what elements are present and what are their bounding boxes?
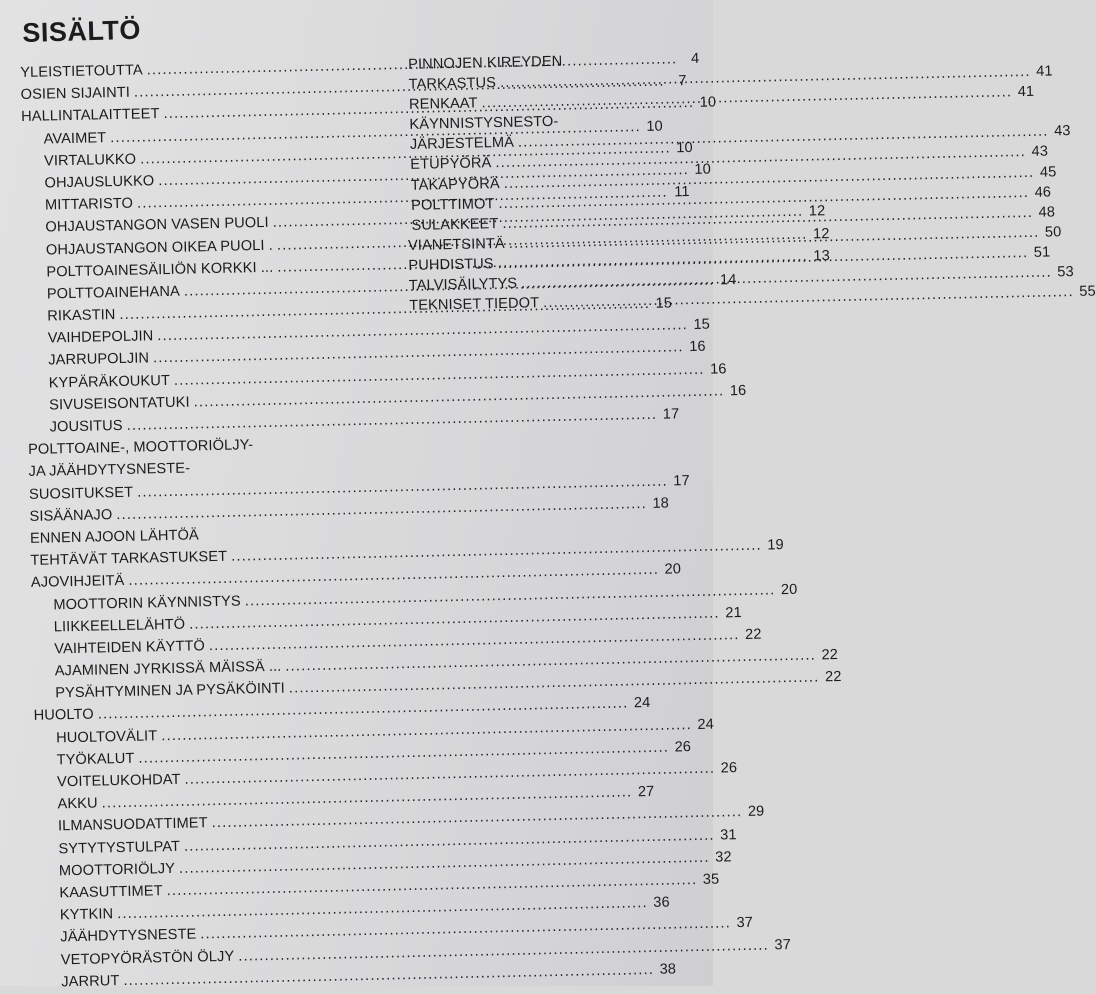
toc-entry-page-number: 10 — [699, 94, 717, 112]
toc-entry-page-number: 21 — [725, 604, 742, 622]
toc-entry-label: PUHDISTUS — [408, 256, 494, 274]
toc-entry-page-number: 16 — [689, 339, 706, 356]
toc-entry-page-number: 51 — [1033, 244, 1051, 261]
toc-entry-label: KAASUTTIMET — [59, 883, 163, 902]
dot-leader — [203, 521, 344, 546]
toc-entry-label: VIRTALUKKO — [43, 151, 137, 170]
toc-entry-page-number: 35 — [702, 871, 720, 888]
toc-entry-page-number: 32 — [715, 849, 732, 866]
toc-entry-label: MOOTTORIÖLJY — [58, 860, 176, 880]
toc-entry-page-number: 55 — [1079, 283, 1096, 301]
toc-entry-label: JA JÄÄHDYTYSNESTE- — [28, 460, 191, 481]
toc-entry-label: POLTTOAINESÄILIÖN KORKKI ... — [46, 259, 274, 281]
toc-entry-label: JOUSITUS — [49, 417, 123, 436]
toc-entry-label: SUOSITUKSET — [28, 484, 134, 503]
toc-entry-page-number: 10 — [694, 161, 712, 178]
toc-entry-page-number — [699, 109, 717, 129]
toc-entry-label: VAIHTEIDEN KÄYTTÖ — [54, 638, 206, 658]
toc-entry-page-number: 10 — [676, 139, 693, 157]
toc-entry-label: YLEISTIETOUTTA — [20, 62, 143, 81]
toc-entry-label: POLTTIMOT — [410, 195, 495, 214]
toc-entry-page-number: 41 — [1017, 83, 1035, 101]
toc-entry-page-number: 41 — [1036, 63, 1053, 80]
toc-entry-page-number: 13 — [813, 247, 831, 265]
toc-entry-label: AJAMINEN JYRKISSÄ MÄISSÄ ... — [54, 658, 282, 680]
toc-entry-page-number — [347, 521, 365, 544]
toc-entry-label: JÄÄHDYTYSNESTE — [60, 926, 197, 946]
toc-entry-label: RENKAAT — [408, 95, 478, 114]
toc-entry-label: PINNOJEN KIREYDEN — [408, 53, 563, 73]
toc-entry-page-number: 24 — [633, 695, 651, 712]
toc-entry-page-number: 53 — [1057, 264, 1074, 281]
toc-entry-label: AKKU — [57, 795, 98, 813]
toc-entry-label: VETOPYÖRÄSTÖN ÖLJY — [60, 948, 235, 968]
toc-entry-page-number: 12 — [812, 225, 830, 242]
toc-entry-label: SULAKKEET — [411, 215, 499, 234]
toc-entry-page-number: 37 — [774, 936, 792, 953]
toc-entry-label: AJOVIHJEITÄ — [30, 573, 125, 592]
toc-entry-page-number: 43 — [1031, 144, 1049, 161]
toc-entry-label: OHJAUSLUKKO — [44, 173, 155, 192]
toc-entry-page-number: 7 — [678, 73, 687, 90]
toc-entry-page-number: 26 — [720, 760, 738, 777]
toc-entry-label: TALVISÄILYTYS — [408, 275, 518, 294]
toc-entry-label: KÄYNNISTYSNESTO- — [409, 114, 559, 134]
toc-entry-page-number: 27 — [637, 784, 655, 801]
toc-entry-page-number — [698, 48, 716, 68]
toc-entry-label: OHJAUSTANGON OIKEA PUOLI . — [45, 237, 274, 258]
toc-entry-page-number: 38 — [659, 961, 677, 978]
dot-leader — [562, 109, 695, 132]
toc-entry-label: VIANETSINTÄ — [407, 235, 505, 254]
toc-entry-label: ILMANSUODATTIMET — [57, 815, 208, 835]
toc-entry-page-number: 37 — [736, 915, 754, 932]
toc-entry-page-number: 4 — [690, 50, 700, 67]
toc-entry-page-number: 29 — [747, 803, 765, 821]
toc-entry-label: HALLINTALAITTEET — [20, 106, 160, 126]
toc-entry-page-number: 16 — [709, 360, 727, 378]
toc-entry-page-number: 10 — [646, 118, 663, 135]
toc-entry-label: TEKNISET TIEDOT — [409, 295, 540, 315]
toc-entry-label: TYÖKALUT — [56, 750, 135, 769]
toc-entry-label: SYTYTYSTULPAT — [58, 838, 181, 857]
toc-entry-label: TARKASTUS — [408, 75, 497, 94]
toc-entry-page-number: 20 — [780, 581, 798, 598]
toc-entry-label: TEHTÄVÄT TARKASTUKSET — [30, 548, 228, 570]
toc-entry-label: JARRUPOLJIN — [48, 350, 150, 369]
toc-entry-page-number: 11 — [674, 184, 690, 201]
toc-entry-page-number: 45 — [1039, 163, 1057, 181]
page-title: SISÄLTÖ — [22, 14, 142, 48]
toc-entry-label: JÄRJESTELMÄ — [409, 135, 515, 154]
toc-entry-label: OHJAUSTANGON VASEN PUOLI — [45, 215, 269, 236]
toc-entry-label: HUOLTO — [33, 707, 94, 725]
toc-entry-page-number: 22 — [821, 647, 839, 664]
dot-leader — [194, 455, 342, 480]
toc-entry-label: AVAIMET — [43, 129, 107, 148]
toc-entry-page-number: 19 — [767, 537, 784, 554]
toc-entry-page-number: 17 — [673, 472, 690, 489]
toc-entry-page-number: 15 — [693, 316, 711, 334]
toc-entry-label: LIIKKEELLELÄHTÖ — [53, 616, 186, 636]
toc-entry-page-number: 43 — [1053, 123, 1071, 140]
toc-entry-label: ETUPYÖRÄ — [410, 155, 492, 174]
toc-entry-label: ENNEN AJOON LÄHTÖÄ — [29, 527, 199, 547]
toc-entry-label: POLTTOAINEHANA — [46, 283, 181, 303]
toc-entry-label: MOOTTORIN KÄYNNISTYS — [53, 592, 241, 613]
toc-entry-label: TAKAPYÖRÄ — [410, 175, 500, 194]
toc-entry-label: RIKASTIN — [47, 307, 116, 325]
toc-entry-label: KYPÄRÄKOUKUT — [48, 372, 171, 392]
toc-entry-page-number — [345, 432, 363, 455]
toc-entry-page-number: 46 — [1034, 184, 1052, 201]
toc-entry-page-number — [345, 454, 363, 477]
toc-entry-page-number: 22 — [824, 669, 842, 686]
toc-entry-label: VAIHDEPOLJIN — [47, 328, 154, 347]
toc-entry-page-number: 31 — [720, 826, 737, 844]
toc-entry-label: JARRUT — [61, 972, 120, 991]
toc-entry-page-number: 36 — [653, 894, 670, 912]
toc-entry-page-number: 20 — [664, 561, 682, 578]
toc-entry-label: PYSÄHTYMINEN JA PYSÄKÖINTI — [55, 680, 286, 702]
toc-entry-page-number: 26 — [674, 738, 692, 756]
toc-entry-page-number: 48 — [1038, 204, 1056, 221]
toc-entry-page-number: 24 — [697, 716, 715, 733]
dot-leader — [566, 49, 694, 72]
toc-entry-page-number: 18 — [652, 495, 670, 512]
toc-entry-label: SISÄÄNAJO — [29, 506, 113, 525]
toc-entry-label: MITTARISTO — [44, 195, 134, 214]
toc-entry-page-number: 14 — [719, 271, 737, 289]
toc-entry-label: KYTKIN — [59, 906, 114, 924]
toc-entry-page-number: 17 — [662, 406, 680, 423]
toc-entry-page-number: 22 — [744, 626, 762, 643]
toc-entry-label: HUOLTOVÄLIT — [55, 727, 158, 747]
toc-entry-page-number: 50 — [1044, 224, 1062, 241]
toc-entry-label: POLTTOAINE-, MOOTTORIÖLJY- — [27, 437, 254, 459]
toc-entry-page-number: 16 — [729, 382, 747, 400]
toc-entry-page-number: 15 — [655, 295, 673, 312]
toc-entry-label: VOITELUKOHDAT — [56, 771, 181, 791]
toc-entry-label: OSIEN SIJAINTI — [20, 84, 131, 104]
dot-leader — [257, 433, 341, 457]
toc-entry-label: SIVUSEISONTATUKI — [49, 394, 190, 414]
toc-entry-page-number: 12 — [808, 203, 826, 220]
